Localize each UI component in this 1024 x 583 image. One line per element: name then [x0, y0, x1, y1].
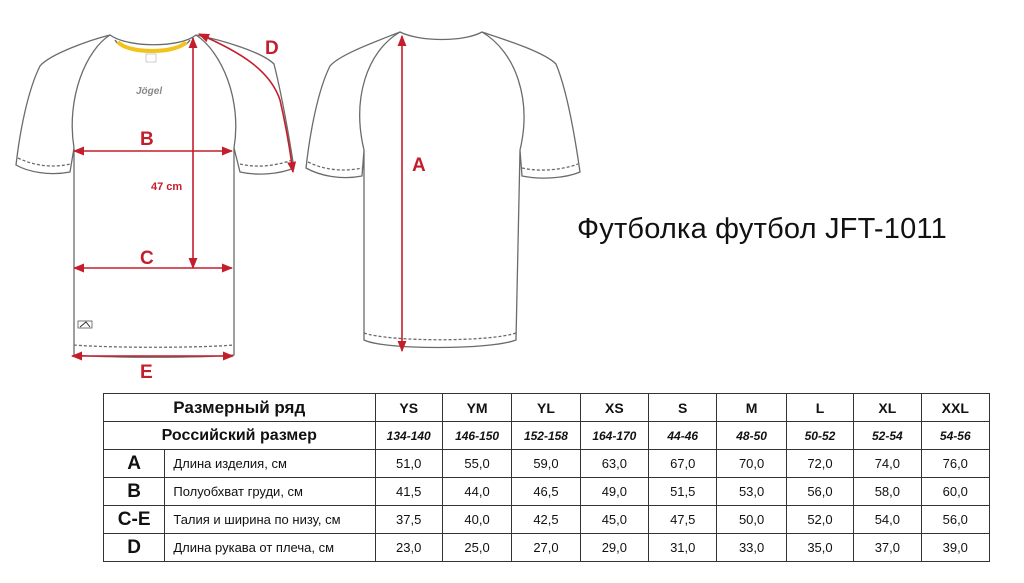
value-cell: 27,0 [512, 534, 580, 562]
value-cell: 40,0 [442, 506, 511, 534]
row-letter: B [104, 478, 165, 506]
row-letter: D [104, 534, 165, 562]
value-cell: 37,5 [375, 506, 442, 534]
row-parameter: Полуобхват груди, см [165, 478, 375, 506]
dim-label-a: A [412, 155, 426, 176]
value-cell: 37,0 [854, 534, 921, 562]
size-header-row [104, 394, 990, 422]
russian-size-cell: 48-50 [717, 422, 786, 450]
row-parameter: Талия и ширина по низу, см [165, 506, 375, 534]
value-cell: 56,0 [921, 506, 989, 534]
russian-size-cell: 54-56 [921, 422, 989, 450]
row-parameter: Длина изделия, см [165, 450, 375, 478]
brand-logo: Jögel [136, 86, 163, 97]
value-cell: 25,0 [442, 534, 511, 562]
value-cell: 60,0 [921, 478, 989, 506]
value-cell: 53,0 [717, 478, 786, 506]
dim-label-c: C [140, 248, 154, 269]
russian-size-row [104, 422, 990, 450]
size-cell: M [717, 394, 786, 422]
row-letter: A [104, 450, 165, 478]
dim-label-d: D [265, 38, 279, 59]
size-cell: S [649, 394, 717, 422]
table-row [104, 534, 990, 562]
hem-logo [78, 321, 92, 328]
dim-label-b: B [140, 129, 154, 150]
russian-size-label: Российский размер [104, 422, 376, 450]
size-cell: YS [375, 394, 442, 422]
value-cell: 58,0 [854, 478, 921, 506]
tshirt-front [16, 35, 294, 357]
russian-size-cell: 134-140 [375, 422, 442, 450]
collar-tag [146, 54, 156, 62]
value-cell: 23,0 [375, 534, 442, 562]
value-cell: 70,0 [717, 450, 786, 478]
value-cell: 72,0 [786, 450, 853, 478]
tshirt-back [306, 32, 580, 348]
value-cell: 67,0 [649, 450, 717, 478]
size-cell: L [786, 394, 853, 422]
size-header-label: Размерный ряд [104, 394, 376, 422]
value-cell: 51,5 [649, 478, 717, 506]
russian-size-cell: 164-170 [580, 422, 648, 450]
size-cell: YM [442, 394, 511, 422]
russian-size-cell: 52-54 [854, 422, 921, 450]
value-cell: 51,0 [375, 450, 442, 478]
size-cell: YL [512, 394, 580, 422]
value-cell: 52,0 [786, 506, 853, 534]
size-cell: XL [854, 394, 921, 422]
russian-size-cell: 50-52 [786, 422, 853, 450]
table-row [104, 506, 990, 534]
value-cell: 31,0 [649, 534, 717, 562]
size-cell: XS [580, 394, 648, 422]
value-cell: 42,5 [512, 506, 580, 534]
value-cell: 76,0 [921, 450, 989, 478]
russian-size-cell: 44-46 [649, 422, 717, 450]
value-cell: 50,0 [717, 506, 786, 534]
dim-label-length: 47 cm [151, 181, 183, 193]
value-cell: 39,0 [921, 534, 989, 562]
row-parameter: Длина рукава от плеча, см [165, 534, 375, 562]
value-cell: 33,0 [717, 534, 786, 562]
value-cell: 47,5 [649, 506, 717, 534]
value-cell: 59,0 [512, 450, 580, 478]
value-cell: 44,0 [442, 478, 511, 506]
value-cell: 56,0 [786, 478, 853, 506]
size-table [103, 393, 990, 562]
value-cell: 41,5 [375, 478, 442, 506]
value-cell: 35,0 [786, 534, 853, 562]
size-cell: XXL [921, 394, 989, 422]
row-letter: C-E [104, 506, 165, 534]
value-cell: 49,0 [580, 478, 648, 506]
table-row [104, 478, 990, 506]
value-cell: 63,0 [580, 450, 648, 478]
value-cell: 29,0 [580, 534, 648, 562]
value-cell: 54,0 [854, 506, 921, 534]
dimension-lines [72, 34, 402, 356]
value-cell: 45,0 [580, 506, 648, 534]
value-cell: 46,5 [512, 478, 580, 506]
dim-label-e: E [140, 362, 153, 383]
russian-size-cell: 152-158 [512, 422, 580, 450]
russian-size-cell: 146-150 [442, 422, 511, 450]
product-title: Футболка футбол JFT-1011 [577, 213, 947, 245]
value-cell: 74,0 [854, 450, 921, 478]
value-cell: 55,0 [442, 450, 511, 478]
table-row [104, 450, 990, 478]
